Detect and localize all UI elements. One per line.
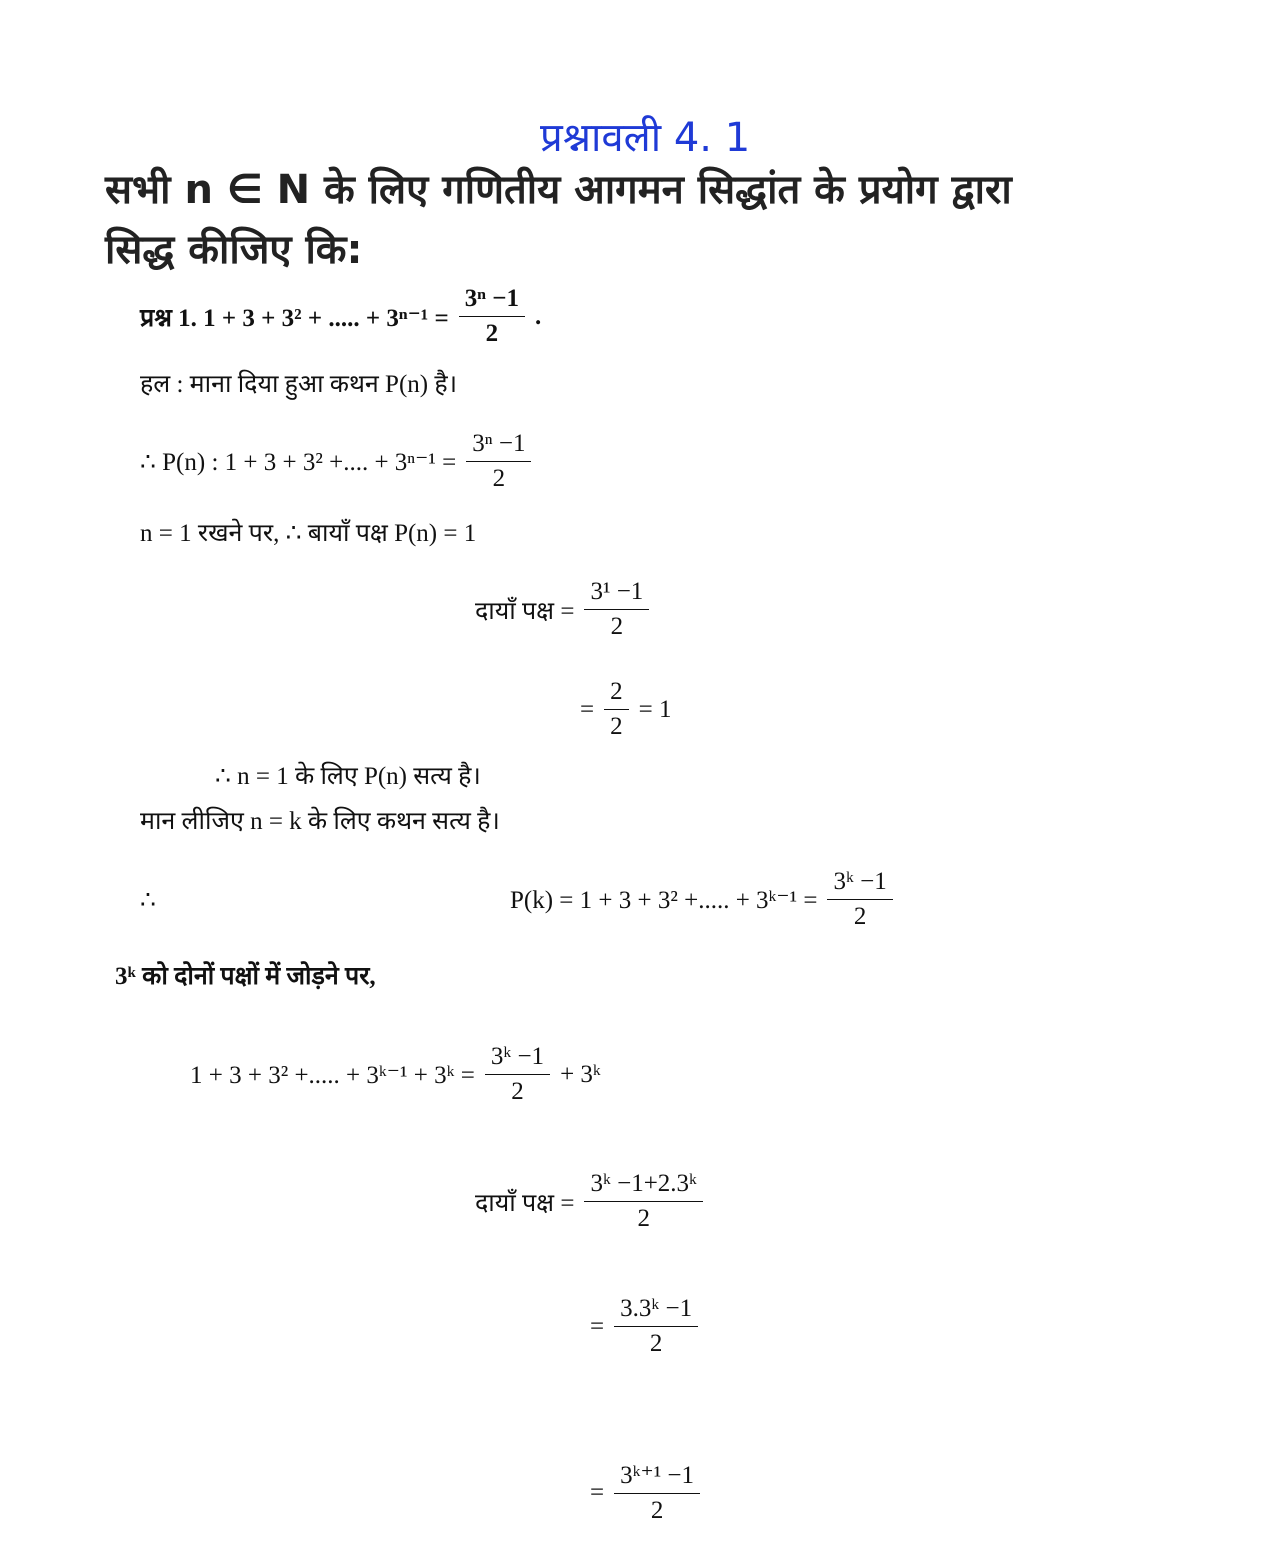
- fraction: [466, 430, 531, 493]
- intro-line-1: सभी n ∈ N के लिए गणितीय आगमन सिद्धांत के प्रयोग द्वारा: [105, 167, 1012, 213]
- exercise-title: प्रश्नावली 4. 1: [540, 115, 751, 161]
- fraction: [584, 578, 649, 641]
- fraction: [485, 1043, 550, 1106]
- therefore-symbol: ∴: [140, 887, 156, 914]
- question-lhs: प्रश्न 1. 1 + 3 + 3² + ..... + 3ⁿ⁻¹ =: [140, 304, 449, 332]
- denominator: 2: [853, 903, 867, 930]
- numerator: 3.3ᵏ −1: [614, 1295, 698, 1327]
- rhs-step-3: [590, 1460, 704, 1525]
- numerator: 3¹ −1: [584, 578, 649, 610]
- fraction: [614, 1295, 698, 1358]
- rhs-step-2: [590, 1295, 702, 1358]
- fraction: [459, 285, 525, 348]
- denominator: 2: [650, 1497, 664, 1524]
- denominator: 2: [649, 1330, 663, 1357]
- add-step-text: 3ᵏ को दोनों पक्षों में जोड़ने पर,: [115, 963, 376, 990]
- numerator: 3ᵏ⁺¹ −1: [614, 1460, 700, 1494]
- numerator: 3ⁿ −1: [466, 430, 531, 462]
- induction-hypothesis: मान लीजिए n = k के लिए कथन सत्य है।: [140, 808, 500, 835]
- numerator: 3ⁿ −1: [459, 285, 525, 317]
- equals: =: [590, 1312, 605, 1340]
- equation-lhs: दायाँ पक्ष =: [475, 597, 575, 625]
- numerator: 3ᵏ −1+2.3ᵏ: [584, 1170, 702, 1202]
- fraction: [584, 1170, 702, 1233]
- equation-lhs: दायाँ पक्ष =: [475, 1189, 575, 1217]
- base-case-rhs: [475, 578, 653, 641]
- solution-intro: हल : माना दिया हुआ कथन P(n) है।: [140, 371, 458, 398]
- equation-lhs: ∴ P(n) : 1 + 3 + 3² +.... + 3ⁿ⁻¹ =: [140, 448, 457, 476]
- denominator: 2: [610, 613, 624, 640]
- equation-lhs: P(k) = 1 + 3 + 3² +..... + 3ᵏ⁻¹ =: [510, 886, 818, 914]
- denominator: 2: [637, 1205, 650, 1232]
- fraction: [604, 678, 629, 741]
- added-term: + 3ᵏ: [560, 1060, 601, 1088]
- denominator: 2: [492, 465, 506, 492]
- denominator: 2: [485, 320, 499, 347]
- result: = 1: [638, 695, 672, 723]
- inductive-step-equation: [190, 1043, 601, 1106]
- fraction: [614, 1460, 700, 1525]
- question-1: [140, 285, 541, 348]
- equals: =: [590, 1478, 605, 1506]
- equals: =: [580, 695, 595, 723]
- statement-pn: [140, 430, 535, 493]
- rhs-step-1: [475, 1170, 707, 1233]
- numerator: 3ᵏ −1: [827, 868, 892, 900]
- base-case-simplify: [580, 678, 671, 741]
- numerator: 3ᵏ −1: [485, 1043, 550, 1075]
- statement-pk: [510, 868, 897, 931]
- base-case-conclusion: ∴ n = 1 के लिए P(n) सत्य है।: [215, 763, 481, 790]
- fraction: [827, 868, 892, 931]
- period: .: [534, 302, 542, 330]
- denominator: 2: [511, 1078, 524, 1105]
- denominator: 2: [610, 713, 623, 740]
- equation-lhs: 1 + 3 + 3² +..... + 3ᵏ⁻¹ + 3ᵏ =: [190, 1061, 475, 1089]
- base-case-lhs: n = 1 रखने पर, ∴ बायाँ पक्ष P(n) = 1: [140, 520, 477, 547]
- numerator: 2: [604, 678, 629, 710]
- intro-line-2: सिद्ध कीजिए कि:: [105, 227, 363, 273]
